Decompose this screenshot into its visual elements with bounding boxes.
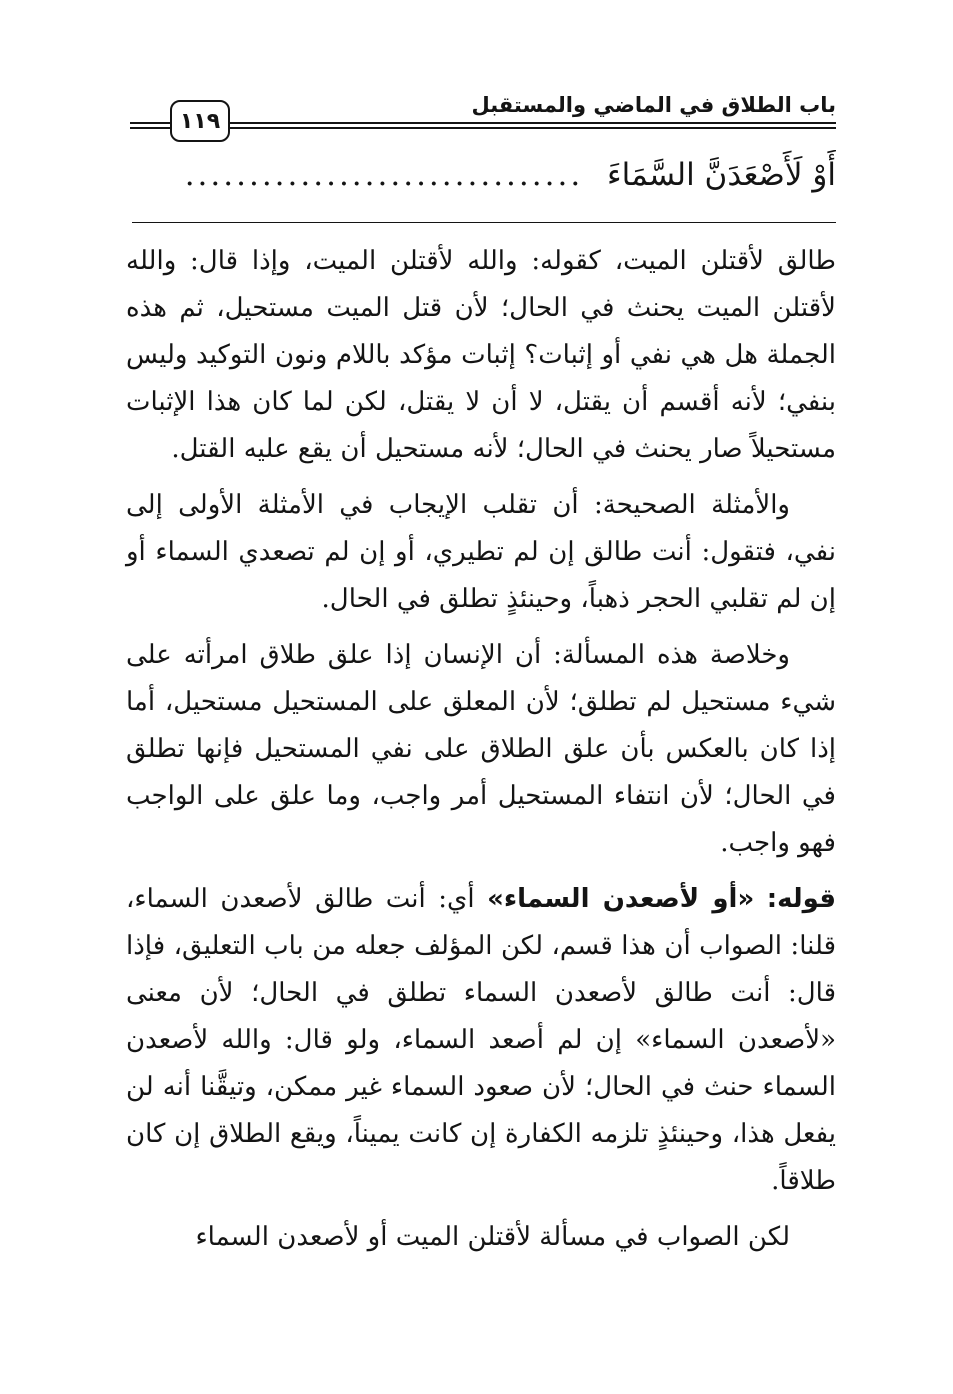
matn-heading	[132, 150, 836, 200]
paragraph-4	[126, 876, 836, 1205]
matn-dots: ...............................	[184, 157, 584, 193]
paragraph-2: والأمثلة الصحيحة: أن تقلب الإيجاب في الأمثلة الأولى إلى نفي، فتقول: أنت طالق إن لم تطيري، أو إن لم تصعدي السماء أو إن لم تقلبي الحجر ذهباً، وحينئذٍ تطلق في الحال.	[126, 490, 836, 614]
matn-text: أَوْ لَأَصْعَدَنَّ السَّمَاءَ	[607, 157, 836, 193]
header-rule-top	[230, 122, 836, 124]
body-text	[126, 238, 836, 1270]
quoted-matn: «أو لأصعدن السماء»	[487, 884, 755, 914]
matn-divider	[132, 222, 836, 223]
header-rule-bottom	[230, 127, 836, 129]
running-title: باب الطلاق في الماضي والمستقبل	[471, 93, 836, 117]
qawluh-label: قوله:	[766, 884, 837, 914]
paragraph-5: لكن الصواب في مسألة لأقتلن الميت أو لأصعدن السماء	[195, 1222, 790, 1252]
paragraph-1: طالق لأقتلن الميت، كقوله: والله لأقتلن الميت، وإذا قال: والله لأقتلن الميت يحنث في الحال؛ لأن قتل الميت مستحيل، ثم هذه الجملة هل هي نفي أو إثبات؟ إثبات مؤكد باللام ونون التوكيد وليس بنفي؛ لأنه أقسم أن يقتل، لا أن لا يقتل، لكن لما كان هذا الإثبات مستحيلاً صار يحنث في الحال؛ لأنه مستحيل أن يقع عليه القتل.	[126, 246, 837, 464]
paragraph-4-text: أي: أنت طالق لأصعدن السماء، قلنا: الصواب أن هذا قسم، لكن المؤلف جعله من باب التعليق، فإذا قال: أنت طالق لأصعدن السماء تطلق في الحال؛ لأن معنى «لأصعدن السماء» إن لم أصعد السماء، ولو قال: والله لأصعدن السماء حنث في الحال؛ لأن صعود السماء غير ممكن، وتيقَّنا أنه لن يفعل هذا، وحينئذٍ تلزمه الكفارة إن كانت يميناً، ويقع الطلاق إن كان طلاقاً.	[126, 884, 836, 1196]
page-number: ١١٩	[170, 100, 230, 142]
header-rule-left-top	[130, 122, 170, 124]
paragraph-3: وخلاصة هذه المسألة: أن الإنسان إذا علق طلاق امرأته على شيء مستحيل لم تطلق؛ لأن المعلق على المستحيل مستحيل، أما إذا كان بالعكس بأن علق الطلاق على نفي المستحيل فإنها تطلق في الحال؛ لأن انتفاء المستحيل أمر واجب، وما علق على الواجب فهو واجب.	[126, 640, 836, 858]
header-rule-left-bottom	[130, 127, 170, 129]
